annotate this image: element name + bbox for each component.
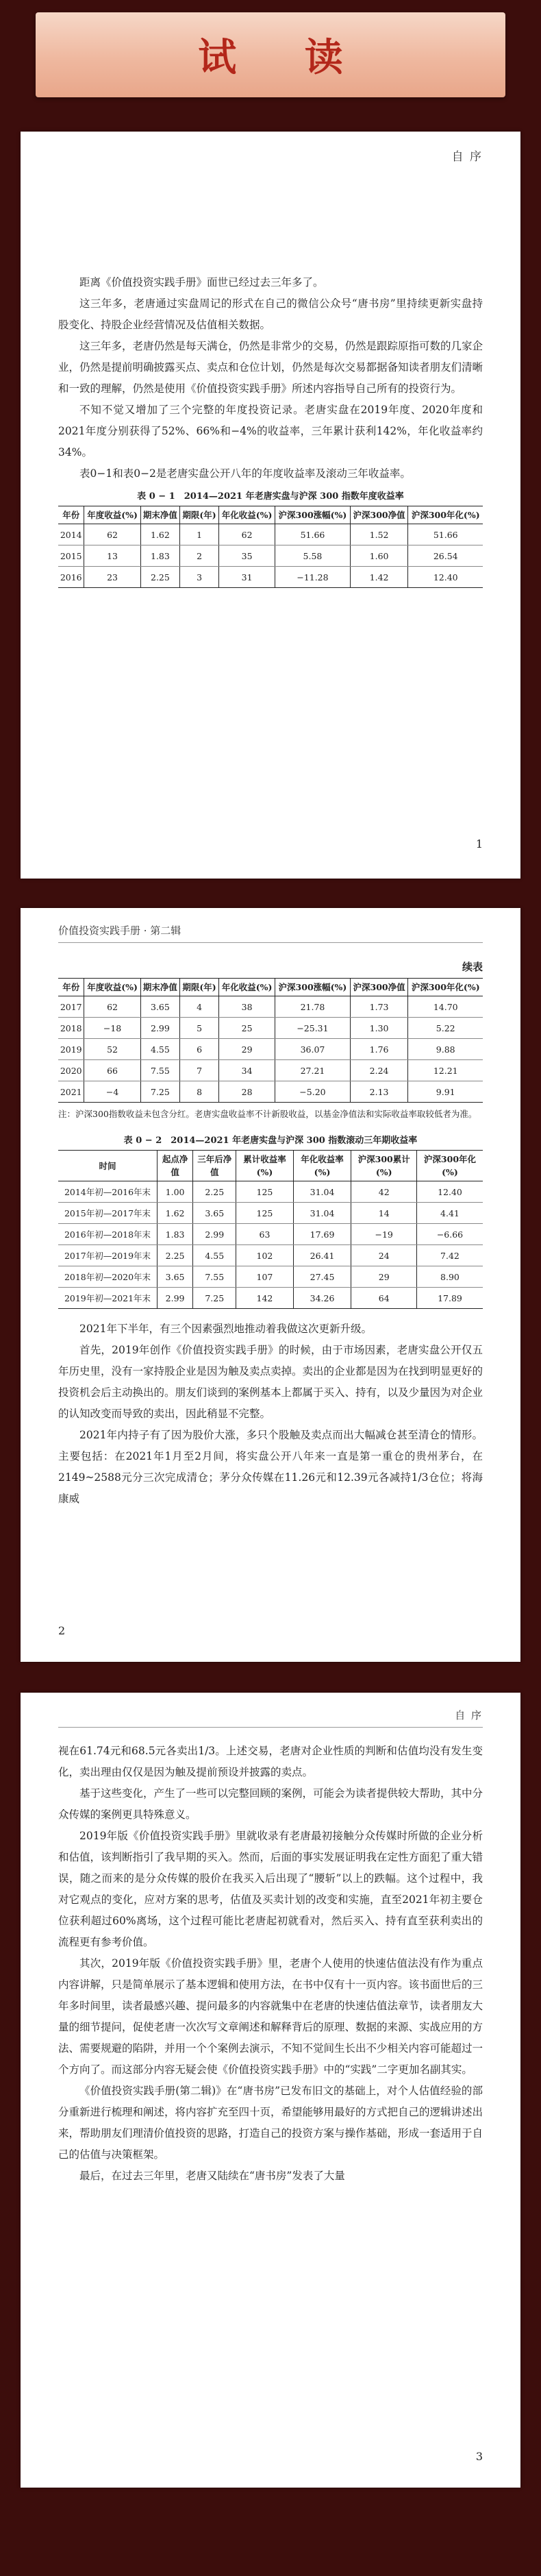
table-cell: 7.25 bbox=[193, 1288, 236, 1309]
table-cell: 24 bbox=[351, 1245, 417, 1266]
table-cell: 9.88 bbox=[408, 1039, 483, 1060]
rolling-returns-table bbox=[58, 1150, 483, 1309]
table-cell: 2016年初—2018年末 bbox=[58, 1224, 158, 1245]
running-header: 自 序 bbox=[451, 150, 483, 164]
continued-label: 续表 bbox=[462, 961, 483, 973]
table-cell: 31.04 bbox=[293, 1203, 351, 1224]
paragraph: 这三年多，老唐仍然是每天满仓，仍然是非常少的交易，仍然是跟踪原指可数的几家企业，仍然是提前明确披露买点、卖点和仓位计划，仍然是每次交易都据备知读者朋友们清晰和一致的理解，仍然是使用《价值投资实践手册》所述内容指导自己所有的投资行为。 bbox=[58, 340, 483, 395]
table-cell: 21.78 bbox=[275, 996, 351, 1018]
table-row bbox=[58, 1224, 483, 1245]
table-cell: 2017 bbox=[58, 996, 84, 1018]
page-number: 1 bbox=[475, 837, 483, 850]
table-cell: 2.13 bbox=[350, 1081, 408, 1103]
table-row bbox=[58, 545, 483, 567]
table-cell: 2.25 bbox=[158, 1245, 193, 1266]
table-cell: 2.25 bbox=[193, 1181, 236, 1203]
paragraph: 其次，2019年版《价值投资实践手册》里，老唐个人使用的快速估值法没有作为重点内容讲解，只是简单展示了基本逻辑和使用方法，在书中仅有十一页内容。该书面世后的三年多时间里，读者最感兴趣、提问最多的内容就集中在老唐的快速估值法章节，读者朋友大量的细节提问，促使老唐一次次写文章阐述和解释背后的原理、数据的来源、实战应用的方法、需要规避的陷阱，并用一个个案例去演示，不知不觉间生长出不少相关内容可能超过一个方向了。而这部分内容无疑会使《价值投资实践手册》中的“实践”二字更加名副其实。 bbox=[58, 1957, 483, 2076]
table-cell: 1.00 bbox=[158, 1181, 193, 1203]
table-cell: 7.25 bbox=[140, 1081, 179, 1103]
column-header: 沪深300净值 bbox=[350, 506, 408, 524]
column-header: 沪深300年化(%) bbox=[408, 979, 483, 996]
table-cell: 12.40 bbox=[416, 1181, 483, 1203]
table-cell: −11.28 bbox=[275, 567, 351, 588]
table-cell: 1.62 bbox=[140, 524, 179, 545]
table-cell: 51.66 bbox=[408, 524, 483, 545]
preface-body bbox=[58, 272, 483, 588]
banner-area bbox=[0, 0, 541, 116]
table-cell: 2019 bbox=[58, 1039, 84, 1060]
table-cell: 17.89 bbox=[416, 1288, 483, 1309]
table-cell: 2015年初—2017年末 bbox=[58, 1203, 158, 1224]
table-row bbox=[58, 1266, 483, 1288]
table-cell: 125 bbox=[236, 1181, 293, 1203]
table-cell: 142 bbox=[236, 1288, 293, 1309]
table-cell: 3.65 bbox=[193, 1203, 236, 1224]
table-row bbox=[58, 524, 483, 545]
table-cell: 25 bbox=[218, 1018, 275, 1039]
column-header: 沪深300年化(%) bbox=[408, 506, 483, 524]
table-row bbox=[58, 567, 483, 588]
page-number: 3 bbox=[475, 2450, 483, 2463]
table-cell: 62 bbox=[218, 524, 275, 545]
table-note: 注：沪深300指数收益未包含分红。老唐实盘收益率不计新股收益，以基金净值法和实际收益率取较低者为准。 bbox=[58, 1109, 477, 1119]
table-cell: 8.90 bbox=[416, 1266, 483, 1288]
table-cell: 125 bbox=[236, 1203, 293, 1224]
table-cell: 5 bbox=[180, 1018, 219, 1039]
table-cell: 42 bbox=[351, 1181, 417, 1203]
paragraph: 这三年多，老唐通过实盘周记的形式在自己的微信公众号“唐书房”里持续更新实盘持股变化、持股企业经营情况及估值相关数据。 bbox=[58, 297, 483, 331]
column-header: 起点净值 bbox=[158, 1151, 193, 1181]
table-cell: 2018年初—2020年末 bbox=[58, 1266, 158, 1288]
table-cell: 2021 bbox=[58, 1081, 84, 1103]
column-header: 期末净值 bbox=[140, 506, 179, 524]
table-caption: 表 0 − 1 2014—2021 年老唐实盘与沪深 300 指数年度收益率 bbox=[137, 491, 404, 502]
table-cell: 3 bbox=[180, 567, 219, 588]
trial-read-banner bbox=[36, 12, 505, 97]
table-cell: 1.30 bbox=[350, 1018, 408, 1039]
table-cell: 29 bbox=[218, 1039, 275, 1060]
table-cell: 7.42 bbox=[416, 1245, 483, 1266]
table-cell: 28 bbox=[218, 1081, 275, 1103]
table-cell: 2.99 bbox=[140, 1018, 179, 1039]
page-number: 2 bbox=[58, 1624, 66, 1637]
book-page-1 bbox=[21, 132, 520, 879]
column-header: 年度收益(%) bbox=[84, 506, 140, 524]
annual-returns-table bbox=[58, 506, 483, 588]
column-header: 期限(年) bbox=[180, 979, 219, 996]
paragraph: 距离《价值投资实践手册》面世已经过去三年多了。 bbox=[79, 276, 324, 289]
table-cell: 3.65 bbox=[140, 996, 179, 1018]
page2-body bbox=[58, 959, 483, 1510]
table-cell: 1.52 bbox=[350, 524, 408, 545]
table-cell: 7 bbox=[180, 1060, 219, 1081]
table-cell: 2019年初—2021年末 bbox=[58, 1288, 158, 1309]
table-cell: 14.70 bbox=[408, 996, 483, 1018]
column-header: 时间 bbox=[58, 1151, 158, 1181]
table-cell: 1.73 bbox=[350, 996, 408, 1018]
table-cell: 27.21 bbox=[275, 1060, 351, 1081]
table-row bbox=[58, 1181, 483, 1203]
column-header: 期限(年) bbox=[180, 506, 219, 524]
table-cell: 62 bbox=[84, 996, 140, 1018]
column-header: 沪深300涨幅(%) bbox=[275, 506, 351, 524]
table-cell: 31 bbox=[218, 567, 275, 588]
table-cell: −4 bbox=[84, 1081, 140, 1103]
table-cell: 7.55 bbox=[193, 1266, 236, 1288]
column-header: 年份 bbox=[58, 979, 84, 996]
table-cell: 38 bbox=[218, 996, 275, 1018]
table-cell: 23 bbox=[84, 567, 140, 588]
paragraph: 《价值投资实践手册(第二辑)》在“唐书房”已发布旧文的基础上，对个人估值经验的部分重新进行梳理和阐述，将内容扩充至四十页，希望能够用最好的方式把自己的逻辑讲述出来，帮助朋友们理清价值投资的思路，打造自己的投资方案与操作基础，形成一套适用于自己的估值与决策框架。 bbox=[58, 2085, 483, 2161]
table-cell: 2 bbox=[180, 545, 219, 567]
table-cell: 2020 bbox=[58, 1060, 84, 1081]
table-cell: 34.26 bbox=[293, 1288, 351, 1309]
table-cell: 63 bbox=[236, 1224, 293, 1245]
table-cell: 102 bbox=[236, 1245, 293, 1266]
table-cell: 2.99 bbox=[193, 1224, 236, 1245]
table-cell: 29 bbox=[351, 1266, 417, 1288]
table-caption: 表 0 − 2 2014—2021 年老唐实盘与沪深 300 指数滚动三年期收益率 bbox=[123, 1136, 418, 1146]
table-cell: 5.22 bbox=[408, 1018, 483, 1039]
table-cell: −5.20 bbox=[275, 1081, 351, 1103]
table-cell: 4 bbox=[180, 996, 219, 1018]
table-row bbox=[58, 1018, 483, 1039]
table-cell: 64 bbox=[351, 1288, 417, 1309]
column-header: 沪深300年化(%) bbox=[416, 1151, 483, 1181]
table-row bbox=[58, 1060, 483, 1081]
table-row bbox=[58, 1081, 483, 1103]
table-cell: 2016 bbox=[58, 567, 84, 588]
column-header: 沪深300累计(%) bbox=[351, 1151, 417, 1181]
paragraph: 不知不觉又增加了三个完整的年度投资记录。老唐实盘在2019年度、2020年度和2021年度分别获得了52%、66%和−4%的收益率，三年累计获利142%，年化收益率约34%。 bbox=[58, 404, 483, 458]
table-cell: 17.69 bbox=[293, 1224, 351, 1245]
table-cell: 3.65 bbox=[158, 1266, 193, 1288]
table-cell: 4.55 bbox=[193, 1245, 236, 1266]
table-row bbox=[58, 996, 483, 1018]
table-cell: 66 bbox=[84, 1060, 140, 1081]
table-cell: 51.66 bbox=[275, 524, 351, 545]
table-cell: 35 bbox=[218, 545, 275, 567]
paragraph: 表0−1和表0−2是老唐实盘公开八年的年度收益率及滚动三年收益率。 bbox=[79, 467, 411, 480]
book-page-2 bbox=[21, 908, 520, 1662]
table-cell: −6.66 bbox=[416, 1224, 483, 1245]
table-cell: 31.04 bbox=[293, 1181, 351, 1203]
table-cell: −18 bbox=[84, 1018, 140, 1039]
table-cell: 2014年初—2016年末 bbox=[58, 1181, 158, 1203]
column-header: 沪深300涨幅(%) bbox=[275, 979, 351, 996]
table-cell: 1.83 bbox=[158, 1224, 193, 1245]
annual-returns-table-continued bbox=[58, 978, 483, 1103]
column-header: 年化收益(%) bbox=[218, 506, 275, 524]
paragraph: 基于这些变化，产生了一些可以完整回顾的案例，可能会为读者提供较大帮助，其中分众传媒的案例更具特殊意义。 bbox=[58, 1787, 483, 1821]
paragraph: 2019年版《价值投资实践手册》里就收录有老唐最初接触分众传媒时所做的企业分析和估值，该判断指引了我早期的买入。然而，后面的事实发展证明我在定性方面犯了重大错误，随之而来的是分众传媒的股价在我买入后出现了“腰斩”以上的跌幅。这个过程中，我对它观点的变化，应对方案的思考，估值及买卖计划的改变和实施，直至2021年初主要仓位获利超过60%离场，这个过程可能比老唐起初就看对，然后买入、持有直至获利卖出的流程更有参考价值。 bbox=[58, 1830, 483, 1948]
column-header: 三年后净值 bbox=[193, 1151, 236, 1181]
table-cell: 107 bbox=[236, 1266, 293, 1288]
table-cell: 4.41 bbox=[416, 1203, 483, 1224]
table-row bbox=[58, 1245, 483, 1266]
table-cell: 1.60 bbox=[350, 545, 408, 567]
table-cell: 2018 bbox=[58, 1018, 84, 1039]
paragraph: 首先，2019年创作《价值投资实践手册》的时候，由于市场因素，老唐实盘公开仅五年历史里，没有一家持股企业是因为触及卖点卖掉。卖出的企业都是因为在找到明显更好的投资机会后主动换出的。朋友们谈到的案例基本上都属于买入、持有，以及少量因为对企业的认知改变而导致的卖出，因此稍显不完整。 bbox=[58, 1344, 483, 1420]
running-header: 自 序 bbox=[455, 1709, 483, 1721]
banner-title: 试 读 bbox=[198, 35, 370, 80]
table-cell: 8 bbox=[180, 1081, 219, 1103]
table-cell: 2014 bbox=[58, 524, 84, 545]
table-cell: 12.21 bbox=[408, 1060, 483, 1081]
column-header: 期末净值 bbox=[140, 979, 179, 996]
table-cell: 2015 bbox=[58, 545, 84, 567]
running-header: 价值投资实践手册 · 第二辑 bbox=[58, 924, 181, 937]
table-cell: 2.25 bbox=[140, 567, 179, 588]
table-cell: 2017年初—2019年末 bbox=[58, 1245, 158, 1266]
table-row bbox=[58, 1203, 483, 1224]
table-cell: 36.07 bbox=[275, 1039, 351, 1060]
column-header: 年份 bbox=[58, 506, 84, 524]
table-cell: 26.54 bbox=[408, 545, 483, 567]
table-cell: 5.58 bbox=[275, 545, 351, 567]
table-cell: 12.40 bbox=[408, 567, 483, 588]
table-cell: 14 bbox=[351, 1203, 417, 1224]
table-cell: 2.24 bbox=[350, 1060, 408, 1081]
table-cell: 34 bbox=[218, 1060, 275, 1081]
table-cell: 7.55 bbox=[140, 1060, 179, 1081]
table-cell: 62 bbox=[84, 524, 140, 545]
table-cell: −25.31 bbox=[275, 1018, 351, 1039]
table-row bbox=[58, 1288, 483, 1309]
table-cell: 52 bbox=[84, 1039, 140, 1060]
table-cell: 1.83 bbox=[140, 545, 179, 567]
column-header: 年化收益(%) bbox=[218, 979, 275, 996]
page3-body bbox=[58, 1741, 483, 2187]
table-cell: 13 bbox=[84, 545, 140, 567]
paragraph: 视在61.74元和68.5元各卖出1/3。上述交易，老唐对企业性质的判断和估值均没有发生变化，卖出理由仅仅是因为触及提前预设并披露的卖点。 bbox=[58, 1745, 483, 1778]
book-page-3 bbox=[21, 1693, 520, 2488]
table-cell: 27.45 bbox=[293, 1266, 351, 1288]
table-cell: 9.91 bbox=[408, 1081, 483, 1103]
table-row bbox=[58, 1039, 483, 1060]
column-header: 累计收益率(%) bbox=[236, 1151, 293, 1181]
paragraph: 2021年内持子有了因为股价大涨，多只个股触及卖点而出大幅减仓甚至清仓的情形。主要包括：在2021年1月至2月间，将实盘公开八年来一直是第一重仓的贵州茅台，在2149~2588元分三次完成清仓；茅分众传媒在11.26元和12.39元各减持1/3仓位；将海康威 bbox=[58, 1429, 483, 1505]
table-cell: 1.62 bbox=[158, 1203, 193, 1224]
paragraph: 最后，在过去三年里，老唐又陆续在“唐书房”发表了大量 bbox=[79, 2170, 345, 2182]
table-cell: 2.99 bbox=[158, 1288, 193, 1309]
table-cell: 1.42 bbox=[350, 567, 408, 588]
table-cell: 6 bbox=[180, 1039, 219, 1060]
column-header: 年度收益(%) bbox=[84, 979, 140, 996]
table-cell: 26.41 bbox=[293, 1245, 351, 1266]
paragraph: 2021年下半年，有三个因素强烈地推动着我做这次更新升级。 bbox=[79, 1323, 372, 1335]
column-header: 年化收益率(%) bbox=[293, 1151, 351, 1181]
column-header: 沪深300净值 bbox=[350, 979, 408, 996]
table-cell: 1 bbox=[180, 524, 219, 545]
table-cell: 1.76 bbox=[350, 1039, 408, 1060]
table-cell: −19 bbox=[351, 1224, 417, 1245]
table-cell: 4.55 bbox=[140, 1039, 179, 1060]
